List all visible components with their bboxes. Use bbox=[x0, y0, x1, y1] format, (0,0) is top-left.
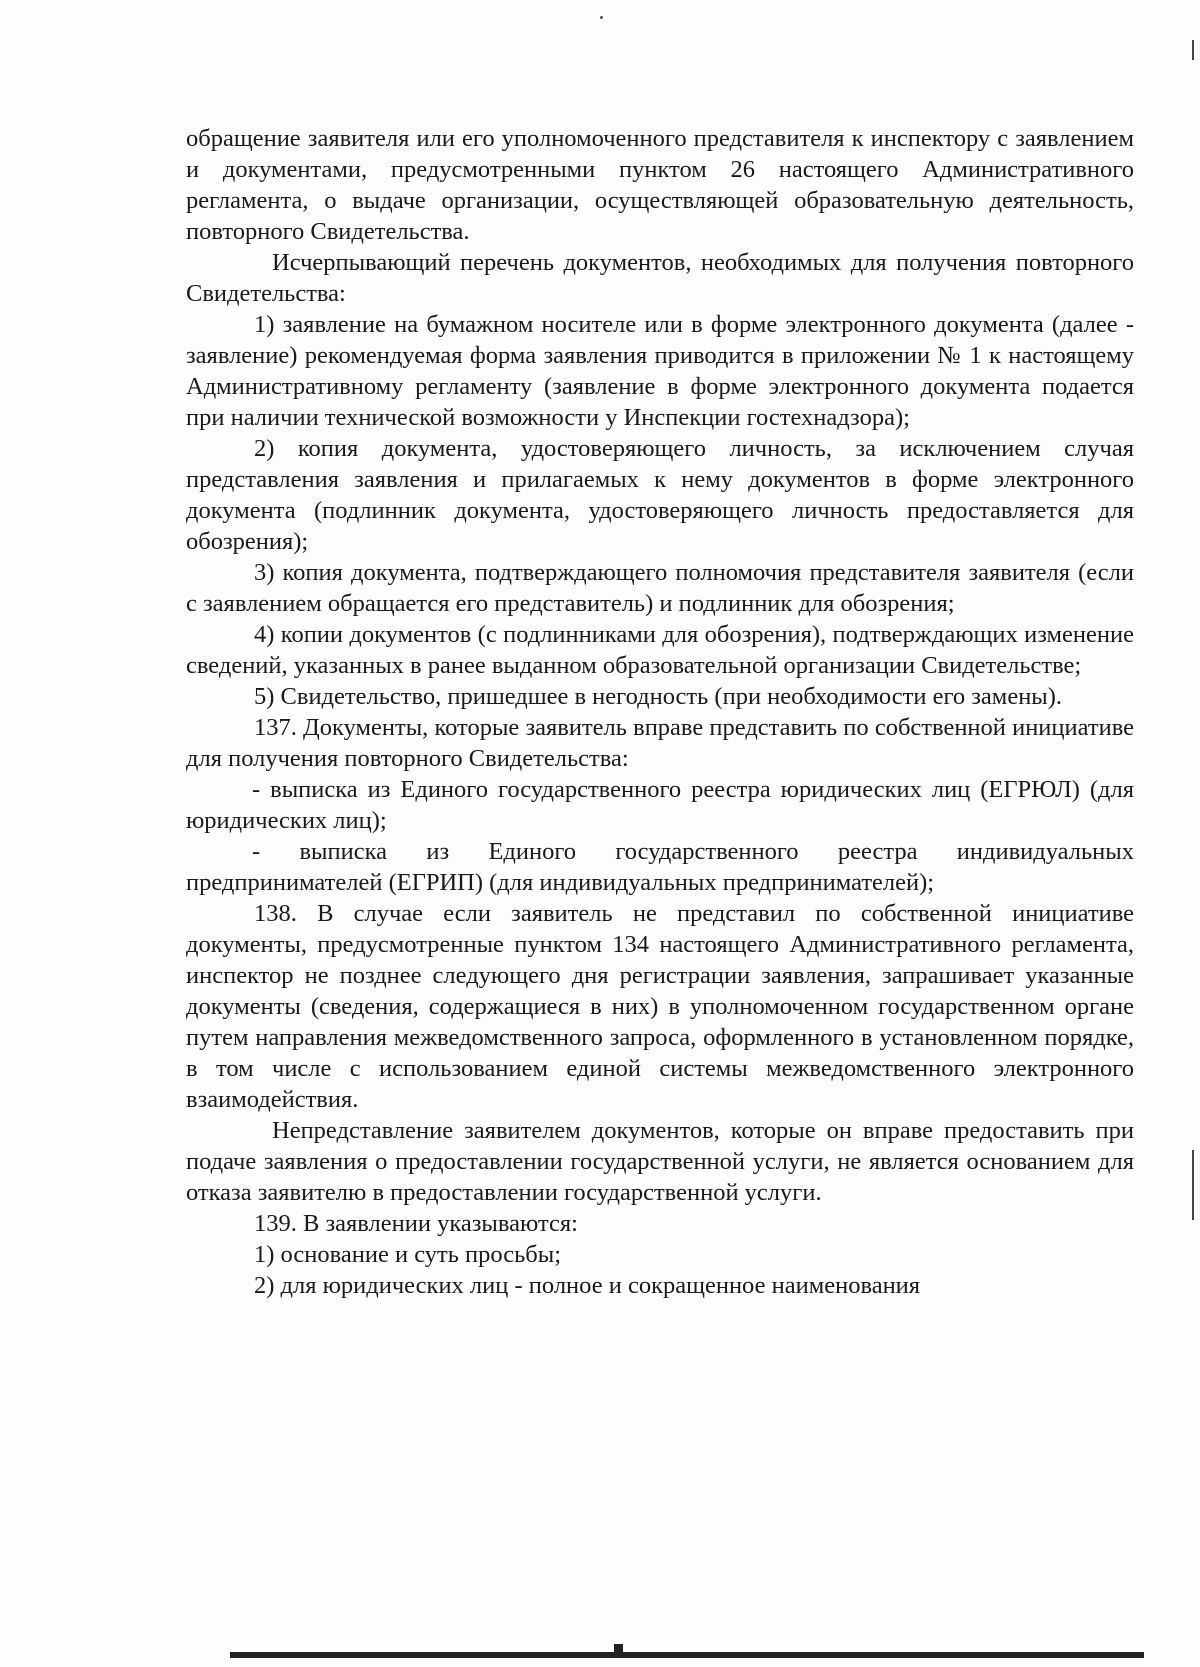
scan-edge-mark bbox=[1192, 1150, 1194, 1220]
list-item-egrip: - выписка из Единого государственного реестра индивидуальных предпринимателей (ЕГРИП) (для индивидуальных предпринимателей); bbox=[186, 838, 1134, 896]
document-body bbox=[186, 123, 1134, 1301]
paragraph-intro: обращение заявителя или его уполномоченного представителя к инспектору с заявлением и документами, предусмотренными пунктом 26 настоящего Административного регламента, о выдаче организации, осуществляющей образовательную деятельность, повторного Свидетельства. bbox=[186, 125, 1134, 245]
paragraph-139: 139. В заявлении указываются: bbox=[254, 1210, 578, 1237]
paragraph-documents-list-heading: Исчерпывающий перечень документов, необходимых для получения повторного Свидетельства: bbox=[186, 249, 1134, 307]
paragraph-138: 138. В случае если заявитель не представил по собственной инициативе документы, предусмотренные пунктом 134 настоящего Административного регламента, инспектор не позднее следующего дня регистрации заявления, запрашивает указанные документы (сведения, содержащиеся в них) в уполномоченном государственном органе путем направления межведомственного запроса, оформленного в установленном порядке, в том числе с использованием единой системы межведомственного электронного взаимодействия. bbox=[186, 900, 1134, 1113]
paragraph-137: 137. Документы, которые заявитель вправе представить по собственной инициативе для получения повторного Свидетельства: bbox=[186, 714, 1134, 772]
scan-bottom-edge bbox=[230, 1652, 1144, 1658]
list-item-authority-copy: 3) копия документа, подтверждающего полномочия представителя заявителя (если с заявлением обращается его представитель) и подлинник для обозрения; bbox=[186, 559, 1134, 617]
paragraph-non-submission: Непредставление заявителем документов, которые он вправе предоставить при подаче заявления о предоставлении государственной услуги, не является основанием для отказа заявителю в предоставлении государственной услуги. bbox=[186, 1117, 1134, 1206]
list-item-identity-copy: 2) копия документа, удостоверяющего личность, за исключением случая представления заявления и прилагаемых к нему документов в форме электронного документа (подлинник документа, удостоверяющего личность предоставляется для обозрения); bbox=[186, 435, 1134, 555]
list-item-application: 1) заявление на бумажном носителе или в форме электронного документа (далее - заявление) рекомендуемая форма заявления приводится в приложении № 1 к настоящему Административному регламенту (заявление в форме электронного документа подается при наличии технической возможности у Инспекции гостехнадзора); bbox=[186, 311, 1134, 431]
list-item-egrul: - выписка из Единого государственного реестра юридических лиц (ЕГРЮЛ) (для юридических лиц); bbox=[186, 776, 1134, 834]
list-item-grounds: 1) основание и суть просьбы; bbox=[254, 1241, 562, 1268]
list-item-damaged-certificate: 5) Свидетельство, пришедшее в негодность (при необходимости его замены). bbox=[254, 683, 1063, 710]
scan-speck bbox=[600, 16, 603, 19]
list-item-change-documents: 4) копии документов (с подлинниками для обозрения), подтверждающих изменение сведений, указанных в ранее выданном образовательной организации Свидетельстве; bbox=[186, 621, 1134, 679]
list-item-legal-entities: 2) для юридических лиц - полное и сокращенное наименования bbox=[254, 1272, 921, 1299]
scan-bottom-mark bbox=[614, 1644, 623, 1656]
scan-edge-mark bbox=[1192, 40, 1194, 60]
